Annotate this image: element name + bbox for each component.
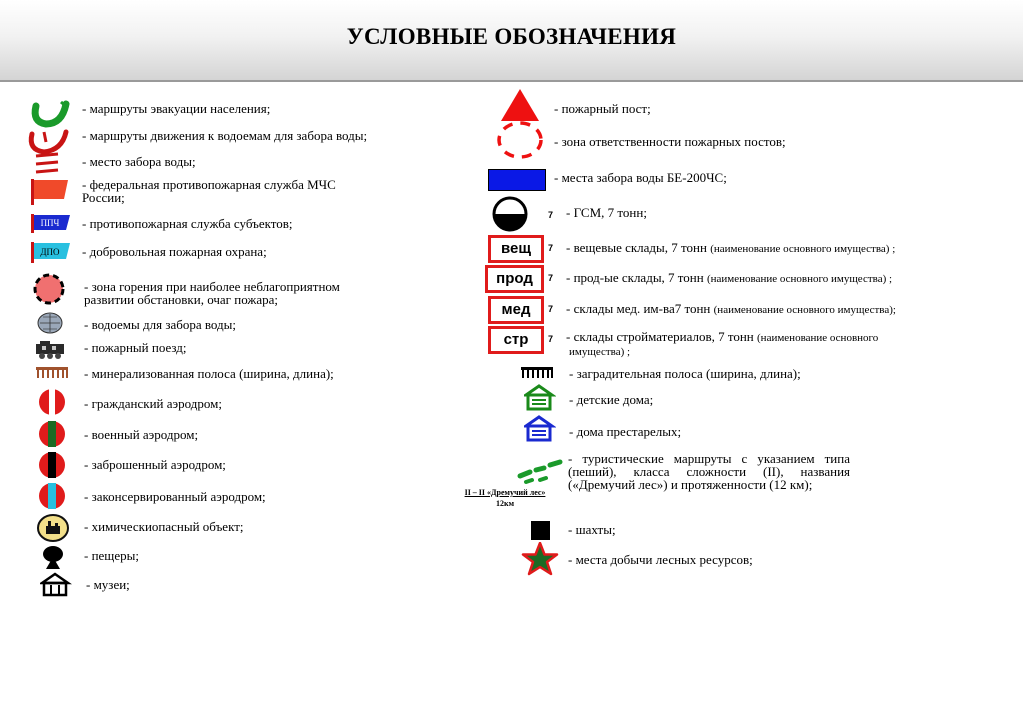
fuel-quantity-label: 7 <box>548 210 554 220</box>
legend-text-fuel: - ГСМ, 7 тонн; <box>566 205 647 220</box>
forest-resources-icon <box>521 542 559 576</box>
legend-text-evacuation-routes: - маршруты эвакуации населения; <box>82 101 271 116</box>
medical-warehouse-icon: мед <box>488 296 544 324</box>
legend-text-children-homes: - детские дома; <box>569 392 654 407</box>
clothing-quantity-label: 7 <box>548 243 554 253</box>
evacuation-route-icon <box>28 98 72 130</box>
legend-text-volunteer-fire-service: - добровольная пожарная охрана; <box>82 244 267 259</box>
fire-post-icon <box>500 88 542 122</box>
legend-text-water-routes: - маршруты движения к водоемам для забора воды; <box>82 128 368 143</box>
legend-text-forest-resources: - места добычи лесных ресурсов; <box>568 552 753 567</box>
civil-airfield-icon <box>36 387 68 417</box>
legend-text-civil-airfield: - гражданский аэродром; <box>84 396 222 411</box>
legend-text-abandoned-airfield: - заброшенный аэродром; <box>84 457 226 472</box>
museum-icon <box>40 572 72 598</box>
legend-text-food-warehouse: - прод-ые склады, 7 тонн (наименование основного имущества) ; <box>566 270 893 285</box>
subject-fire-flag-icon <box>28 213 72 233</box>
legend-text-military-airfield: - военный аэродром; <box>84 427 199 442</box>
construction-warehouse-icon: стр <box>488 326 544 354</box>
food-quantity-label: 7 <box>548 273 554 283</box>
construction-quantity-label: 7 <box>548 334 554 344</box>
mineralized-strip-icon <box>34 366 70 380</box>
legend-text-preserved-airfield: - законсервированный аэродром; <box>84 489 266 504</box>
volunteer-fire-flag-icon <box>28 241 72 263</box>
mine-icon <box>531 521 550 540</box>
military-airfield-icon <box>36 419 68 449</box>
legend-text-construction-warehouse: - склады стройматериалов, 7 тонн (наименование основного <box>566 329 879 344</box>
abandoned-airfield-icon <box>36 450 68 480</box>
chemical-hazard-icon <box>36 513 72 543</box>
fire-train-icon <box>34 338 68 360</box>
page-title: УСЛОВНЫЕ ОБОЗНАЧЕНИЯ <box>346 24 677 49</box>
medical-quantity-label: 7 <box>548 304 554 314</box>
legend-text-mines: - шахты; <box>568 522 616 537</box>
barrier-strip-icon <box>520 366 554 380</box>
legend-text-barrier-strip: - заградительная полоса (ширина, длина); <box>569 366 801 381</box>
legend-text-water-bodies: - водоемы для забора воды; <box>84 317 237 332</box>
legend-text-federal-fire-service: - федеральная противопожарная служба МЧС России; <box>82 177 336 205</box>
water-intake-icon <box>32 152 64 174</box>
legend-text-fire-post-zone: - зона ответственности пожарных постов; <box>554 134 786 149</box>
food-warehouse-icon: прод <box>485 265 544 293</box>
preserved-airfield-icon <box>36 481 68 511</box>
legend-text-be200-water-sites: - места забора воды БЕ-200ЧС; <box>554 170 727 185</box>
children-home-icon <box>524 384 556 412</box>
tourist-route-caption <box>455 487 555 509</box>
federal-fire-flag-icon <box>28 177 72 205</box>
legend-text-nursing-homes: - дома престарелых; <box>569 424 682 439</box>
be200-water-site-icon <box>488 169 546 191</box>
tourist-route-caption-length: 12км <box>495 499 515 508</box>
svg-text:ППЧ: ППЧ <box>40 218 60 228</box>
legend-text-burning-zone: - зона горения при наиболее неблагоприятном развитии обстановки, очаг пожара; <box>84 279 340 307</box>
tourist-route-caption-name: II – II «Дремучий лес» <box>464 488 546 497</box>
legend-text-clothing-warehouse: - вещевые склады, 7 тонн (наименование основного имущества) ; <box>566 240 896 255</box>
legend-text-chemical-hazard: - химическиопасный объект; <box>84 519 244 534</box>
legend-text-subject-fire-service: - противопожарная служба субъектов; <box>82 216 293 231</box>
burning-zone-icon <box>32 272 68 306</box>
svg-text:ДПО: ДПО <box>40 247 60 257</box>
clothing-warehouse-icon: вещ <box>488 235 544 263</box>
fire-post-zone-icon <box>496 120 544 160</box>
legend-text-tourist-routes: - туристические маршруты с указанием типа (пеший), класса сложности (II), названия («Дремучий лес») и протяженности (12 км); <box>568 451 850 492</box>
fuel-icon <box>491 195 529 233</box>
legend-text-medical-warehouse: - склады мед. им-ва7 тонн (наименование основного имущества); <box>566 301 896 316</box>
legend-text-mineralized-strip: - минерализованная полоса (ширина, длина); <box>84 366 334 381</box>
legend-text-museums: - музеи; <box>86 577 130 592</box>
legend-text-fire-post: - пожарный пост; <box>554 101 651 116</box>
nursing-home-icon <box>524 415 556 443</box>
legend-text-fire-train: - пожарный поезд; <box>84 340 187 355</box>
tourist-route-icon <box>516 456 564 486</box>
header-bar <box>0 0 1023 82</box>
legend-text-construction-warehouse-cont: имущества) ; <box>569 346 631 358</box>
water-body-icon <box>36 311 66 335</box>
legend-text-water-intake: - место забора воды; <box>82 154 196 169</box>
cave-icon <box>40 545 68 571</box>
legend-text-caves: - пещеры; <box>84 548 139 563</box>
